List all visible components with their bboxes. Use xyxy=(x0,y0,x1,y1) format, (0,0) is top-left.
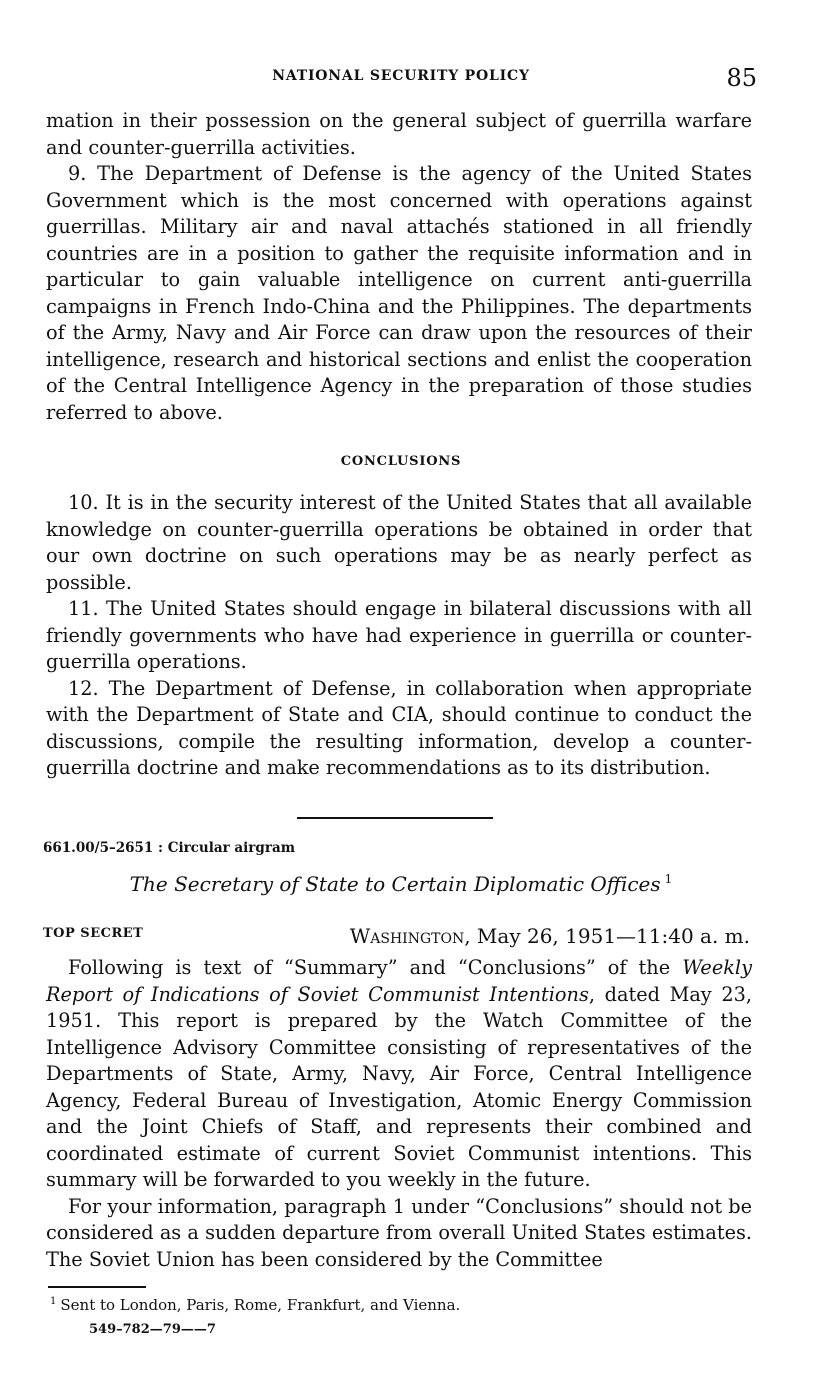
paragraph-9: 9. The Department of Defense is the agency of the United States Government which is the most concerned with operations against guerrillas. Military air and naval attachés stationed in all friendly countries are in a position to gather the requisite information and in particular to gain valuable intelligence on current anti-guerrilla campaigns in French Indo-China and the Philippines. The departments of the Army, Navy and Air Force can draw upon the resources of their intelligence, research and historical sections and enlist the cooperation of the Central Intelligence Agency in the preparation of those studies referred to above. xyxy=(46,162,752,424)
footnote-marker: 1 xyxy=(50,1296,57,1307)
document-title-text: The Secretary of State to Certain Diplomatic Offices xyxy=(129,872,661,896)
airgram-paragraph-1 xyxy=(46,955,752,1194)
running-title: NATIONAL SECURITY POLICY xyxy=(272,68,530,84)
section-divider xyxy=(297,817,493,819)
paragraph-11: 11. The United States should engage in bilateral discussions with all friendly governments who have had experience in guerrilla or counter-guerrilla operations. xyxy=(46,597,752,673)
airgram-paragraph-2: For your information, paragraph 1 under “Conclusions” should not be considered as a sudden departure from overall United States estimates. The Soviet Union has been considered by the Committee xyxy=(46,1194,752,1271)
paragraph-12: 12. The Department of Defense, in collaboration when appropriate with the Department of State and CIA, should continue to conduct the discussions, compile the resulting information, develop a counter-guerrilla doctrine and make recommendations as to its distribution. xyxy=(46,676,752,779)
footnote-text: Sent to London, Paris, Rome, Frankfurt, and Vienna. xyxy=(60,1296,461,1314)
section-conclusions xyxy=(46,490,752,782)
title-footnote-marker: 1 xyxy=(664,872,673,887)
dateline-place: Washington, xyxy=(349,924,471,948)
report-title: Weekly Report of Indications of Soviet Communist Intentions xyxy=(46,956,752,1006)
airgram-p1-start: Following is text of “Summary” and “Conclusions” of the xyxy=(68,956,683,979)
file-reference: 661.00/5–2651 : Circular airgram xyxy=(43,840,295,856)
footnote xyxy=(50,1296,460,1314)
section-airgram-text xyxy=(46,955,752,1273)
section-policy-text xyxy=(46,108,752,426)
conclusions-heading: CONCLUSIONS xyxy=(340,454,462,469)
dateline xyxy=(350,924,750,948)
document-title xyxy=(45,872,757,896)
airgram-p1-rest: , dated May 23, 1951. This report is prepared by the Watch Committee of the Intelligence Advisory Committee consisting of representatives of the Departments of State, Army, Navy, Air Force, Central Intelligence Agency, Federal Bureau of Investigation, Atomic Energy Commission and the Joint Chiefs of Staff, and represents their combined and coordinated estimate of current Soviet Communist intentions. This summary will be forwarded to you weekly in the future. xyxy=(46,982,752,1191)
print-code: 549–782—79——7 xyxy=(89,1322,216,1337)
footnote-divider xyxy=(48,1286,146,1288)
paragraph-continuation: mation in their possession on the general subject of guerrilla warfare and counter-guerrilla activities. xyxy=(46,109,752,159)
paragraph-10: 10. It is in the security interest of the United States that all available knowledge on counter-guerrilla operations be obtained in order that our own doctrine on such operations may be as nearly perfect as possible. xyxy=(46,491,752,594)
dateline-date: May 26, 1951—11:40 a. m. xyxy=(476,924,750,948)
page-number: 85 xyxy=(726,64,757,92)
running-head xyxy=(45,64,757,92)
classification-label: TOP SECRET xyxy=(43,926,144,941)
